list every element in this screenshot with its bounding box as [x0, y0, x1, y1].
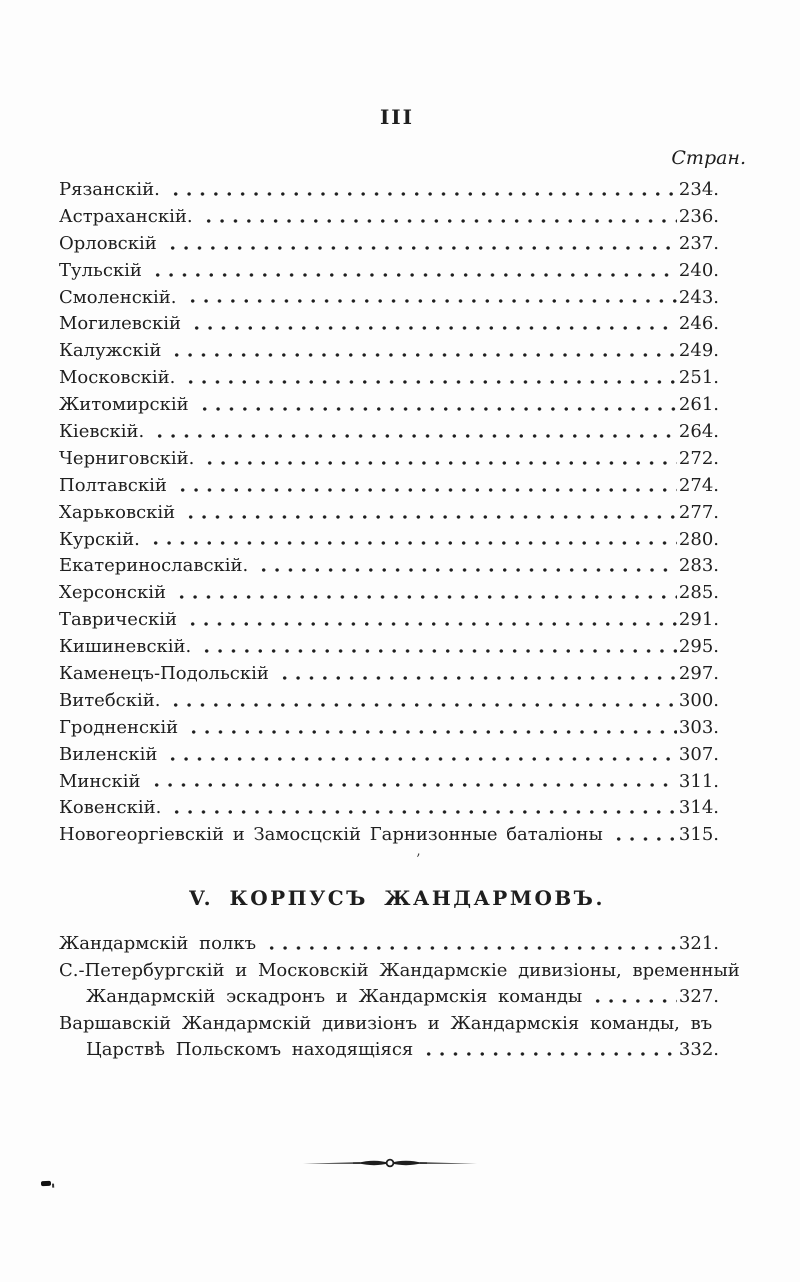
section-heading: V. КОРПУСЪ ЖАНДАРМОВЪ.: [189, 886, 605, 910]
dot-leader: [173, 580, 677, 607]
toc-row: [59, 688, 719, 715]
page-number: 303.: [678, 716, 719, 738]
toc-row: [59, 715, 719, 742]
divider-ornament: [303, 1155, 477, 1171]
page-number: 243.: [678, 286, 719, 308]
dot-leader: [151, 419, 677, 446]
entry-title: Кіевскій.: [59, 421, 145, 443]
page-number: 272.: [678, 447, 719, 469]
page-number: 246.: [678, 313, 719, 335]
section-list: [59, 931, 740, 1064]
page-number: 236.: [678, 205, 719, 227]
dot-leader: [147, 527, 677, 554]
toc-row: [59, 769, 719, 796]
toc-row: [59, 473, 719, 500]
dot-leader: [610, 822, 677, 849]
toc-row: [59, 1037, 719, 1064]
toc-row: [59, 311, 719, 338]
toc-row: [59, 365, 719, 392]
entry-title: Кишиневскій.: [59, 636, 192, 658]
toc-row: [59, 795, 719, 822]
toc-row: [59, 958, 740, 985]
entry-title: Астраханскій.: [59, 205, 193, 227]
page-number: 274.: [678, 474, 719, 496]
toc-row: [59, 822, 719, 849]
dot-leader: [184, 285, 677, 312]
entry-title: Черниговскій.: [59, 447, 195, 469]
page-number: 332.: [678, 1039, 719, 1060]
entry-title: Варшавскій Жандармскій дивизіонъ и Жандармскія команды, въ: [59, 1012, 713, 1034]
entry-title: Новогеоргіевскій и Замосцскій Гарнизонные баталіоны: [59, 824, 603, 846]
toc-row: [59, 527, 719, 554]
dot-leader: [589, 984, 677, 1011]
dot-leader: [167, 177, 677, 204]
toc-row: [59, 419, 719, 446]
entry-title: Харьковскій: [59, 501, 176, 523]
entry-title: Ковенскій.: [59, 797, 162, 819]
page-number: 249.: [678, 340, 719, 362]
page-number: 314.: [678, 797, 719, 819]
toc-row: [59, 500, 719, 527]
entry-title: Калужскій: [59, 340, 162, 362]
entry-title: Херсонскій: [59, 582, 166, 604]
dot-leader: [198, 634, 677, 661]
page-number: 295.: [678, 636, 719, 658]
page-number: 285.: [678, 582, 719, 604]
dot-leader: [255, 553, 677, 580]
dot-leader: [148, 769, 677, 796]
ink-smudge: [41, 1181, 51, 1187]
page-number: 311.: [678, 770, 719, 792]
toc-row: [59, 607, 719, 634]
page-number: 315.: [678, 824, 719, 846]
page-number: 283.: [678, 555, 719, 577]
entry-title: Полтавскій: [59, 474, 167, 496]
entry-title: Каменецъ-Подольскій: [59, 663, 269, 685]
page-number: 237.: [678, 232, 719, 254]
entry-title: Жандармскій полкъ: [59, 933, 257, 954]
dot-leader: [164, 231, 677, 258]
entry-title: Могилевскій: [59, 313, 182, 335]
entry-title: Рязанскій.: [59, 179, 160, 200]
page-column-header: Стран.: [671, 147, 746, 169]
dot-leader: [182, 500, 677, 527]
dot-leader: [276, 661, 677, 688]
page-number: 307.: [678, 743, 719, 765]
toc-row: [59, 177, 719, 204]
dot-leader: [263, 931, 677, 958]
dot-leader: [167, 688, 676, 715]
page-number: 264.: [678, 421, 719, 443]
page-number: 251.: [678, 367, 719, 389]
entry-title: Таврическій: [59, 609, 178, 631]
toc-list: [59, 177, 719, 849]
dot-leader: [200, 204, 677, 231]
dot-leader: [420, 1037, 677, 1064]
page-number: 280.: [678, 528, 719, 550]
toc-row: [59, 1011, 719, 1038]
page-number: 297.: [678, 663, 719, 685]
entry-title: Московскій.: [59, 367, 176, 389]
entry-title: Минскій: [59, 770, 141, 792]
page-number: 277.: [678, 501, 719, 523]
entry-title: Житомирскій: [59, 394, 189, 416]
page-number: 234.: [678, 179, 719, 200]
entry-title: Витебскій.: [59, 689, 161, 711]
dot-leader: [184, 607, 677, 634]
entry-title: Жандармскій эскадронъ и Жандармскія команды: [86, 986, 583, 1007]
toc-row: [59, 392, 719, 419]
toc-row: [59, 742, 719, 769]
toc-row: [59, 984, 719, 1011]
toc-row: [59, 338, 719, 365]
toc-row: [59, 204, 719, 231]
page-number: 321.: [678, 933, 719, 954]
toc-row: [59, 285, 719, 312]
page-number: 300.: [678, 689, 719, 711]
dot-leader: [201, 446, 677, 473]
dot-leader: [188, 311, 677, 338]
page-number-folio: III: [379, 105, 415, 129]
entry-title: Царствѣ Польскомъ находящіяся: [86, 1039, 414, 1060]
page-number: 240.: [678, 259, 719, 281]
entry-title: Виленскій: [59, 743, 158, 765]
toc-row: [59, 553, 719, 580]
entry-title: Орловскій: [59, 232, 157, 254]
dot-leader: [182, 365, 677, 392]
dot-leader: [168, 795, 677, 822]
toc-row: [59, 634, 719, 661]
toc-row: [59, 446, 719, 473]
entry-title: Тульскій: [59, 259, 142, 281]
entry-title: Гродненскій: [59, 716, 179, 738]
dot-leader: [174, 473, 677, 500]
dot-leader: [185, 715, 677, 742]
entry-title: Смоленскій.: [59, 286, 177, 308]
toc-row: [59, 931, 719, 958]
dot-leader: [164, 742, 677, 769]
toc-row: [59, 580, 719, 607]
entry-title: Екатеринославскій.: [59, 555, 249, 577]
page-number: 327.: [678, 986, 719, 1007]
dot-leader: [168, 338, 677, 365]
page-number: 261.: [678, 394, 719, 416]
page-number: 291.: [678, 609, 719, 631]
dot-leader: [196, 392, 677, 419]
entry-title: С.-Петербургскій и Московскій Жандармскіе дивизіоны, временный: [59, 959, 740, 981]
toc-row: [59, 258, 719, 285]
toc-row: [59, 231, 719, 258]
ink-artifact: ’: [416, 852, 421, 868]
toc-row: [59, 661, 719, 688]
dot-leader: [149, 258, 677, 285]
entry-title: Курскій.: [59, 528, 140, 550]
